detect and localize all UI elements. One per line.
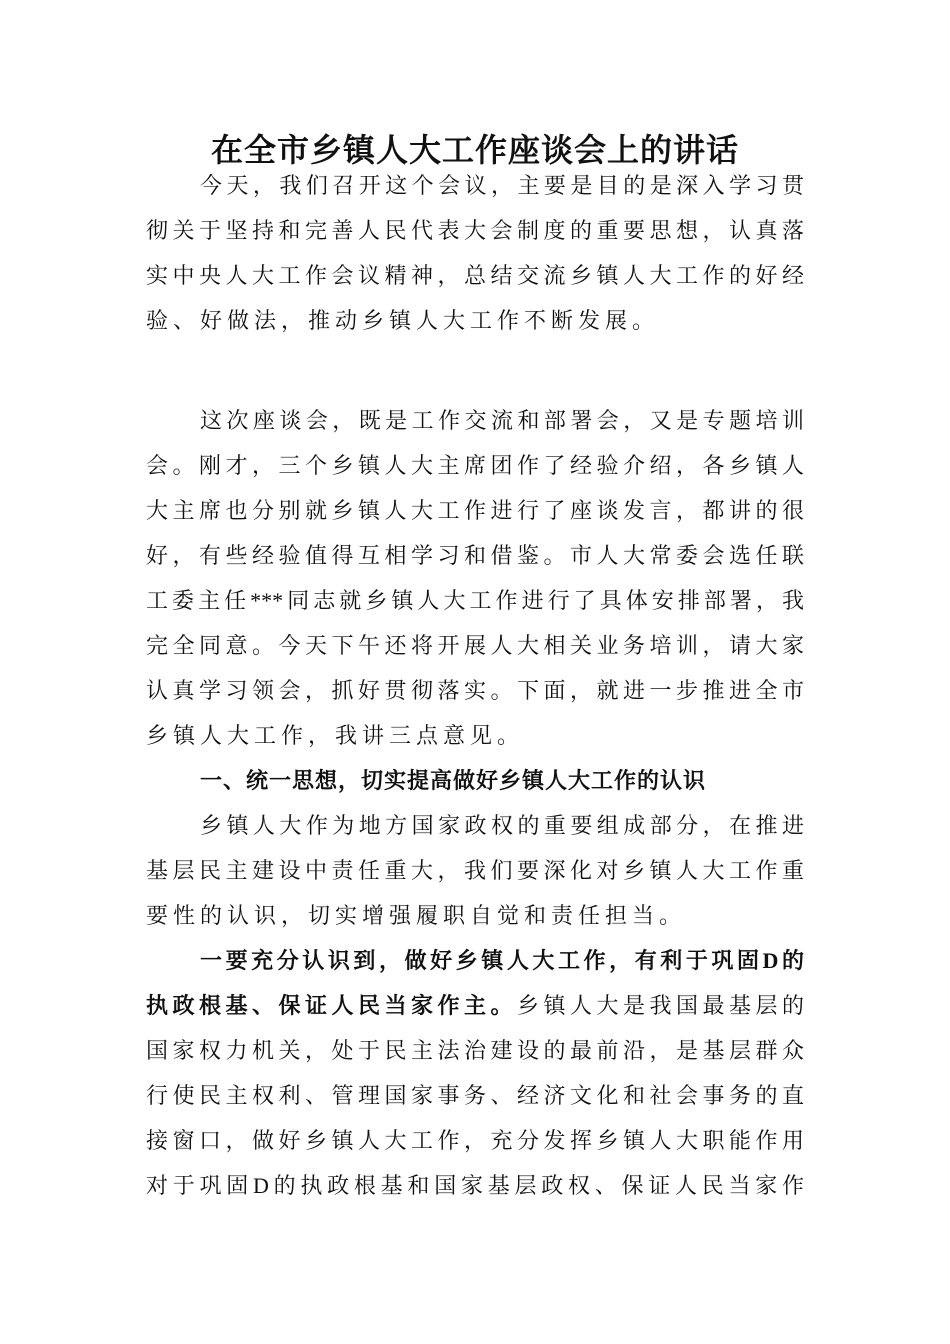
normal-text: 乡镇人大是我国最基层的 xyxy=(516,993,804,1018)
text-line: 认真学习领会，抓好贯彻落实。下面，就进一步推进全市 xyxy=(146,678,804,703)
text-line: 国家权力机关，处于民主法治建设的最前沿，是基层群众 xyxy=(146,1038,804,1063)
section-heading xyxy=(146,758,804,803)
paragraph xyxy=(146,163,804,343)
paragraph xyxy=(146,803,804,938)
text-line: 一、统一思想，切实提高做好乡镇人大工作的认识 xyxy=(200,768,707,793)
text-line: 行使民主权利、管理国家事务、经济文化和社会事务的直 xyxy=(146,1083,804,1108)
text-line xyxy=(146,938,804,983)
text-line: 今天，我们召开这个会议，主要是目的是深入学习贯 xyxy=(200,173,804,198)
text-line: 要性的认识，切实增强履职自觉和责任担当。 xyxy=(146,903,687,928)
text-line: 工委主任***同志就乡镇人大工作进行了具体安排部署，我 xyxy=(146,588,804,613)
text-line: 这次座谈会，既是工作交流和部署会，又是专题培训 xyxy=(200,408,804,433)
text-line: 乡镇人大作为地方国家政权的重要组成部分，在推进 xyxy=(200,813,804,838)
paragraph xyxy=(146,938,804,1208)
text-line: 实中央人大工作会议精神，总结交流乡镇人大工作的好经 xyxy=(146,263,804,288)
text-line: 对于巩固D的执政根基和国家基层政权、保证人民当家作 xyxy=(146,1173,804,1198)
text-line: 接窗口，做好乡镇人大工作，充分发挥乡镇人大职能作用 xyxy=(146,1128,804,1153)
text-line: 好，有些经验值得互相学习和借鉴。市人大常委会选任联 xyxy=(146,543,804,568)
text-line: 彻关于坚持和完善人民代表大会制度的重要思想，认真落 xyxy=(146,218,804,243)
paragraph xyxy=(146,398,804,758)
text-line: 大主席也分别就乡镇人大工作进行了座谈发言，都讲的很 xyxy=(146,498,804,523)
text-line: 完全同意。今天下午还将开展人大相关业务培训，请大家 xyxy=(146,633,804,658)
bold-text: 一要充分认识到，做好乡镇人大工作，有利于巩固D的 xyxy=(200,948,804,973)
document-body xyxy=(146,163,804,1208)
bold-text: 执政根基、保证人民当家作主。 xyxy=(146,993,517,1018)
text-line xyxy=(146,983,804,1028)
text-line: 乡镇人大工作，我讲三点意见。 xyxy=(146,723,525,748)
document-title: 在全市乡镇人大工作座谈会上的讲话 xyxy=(210,132,739,168)
text-line: 会。刚才，三个乡镇人大主席团作了经验介绍，各乡镇人 xyxy=(146,453,804,478)
text-line: 验、好做法，推动乡镇人大工作不断发展。 xyxy=(146,308,660,333)
text-line: 基层民主建设中责任重大，我们要深化对乡镇人大工作重 xyxy=(146,858,804,883)
